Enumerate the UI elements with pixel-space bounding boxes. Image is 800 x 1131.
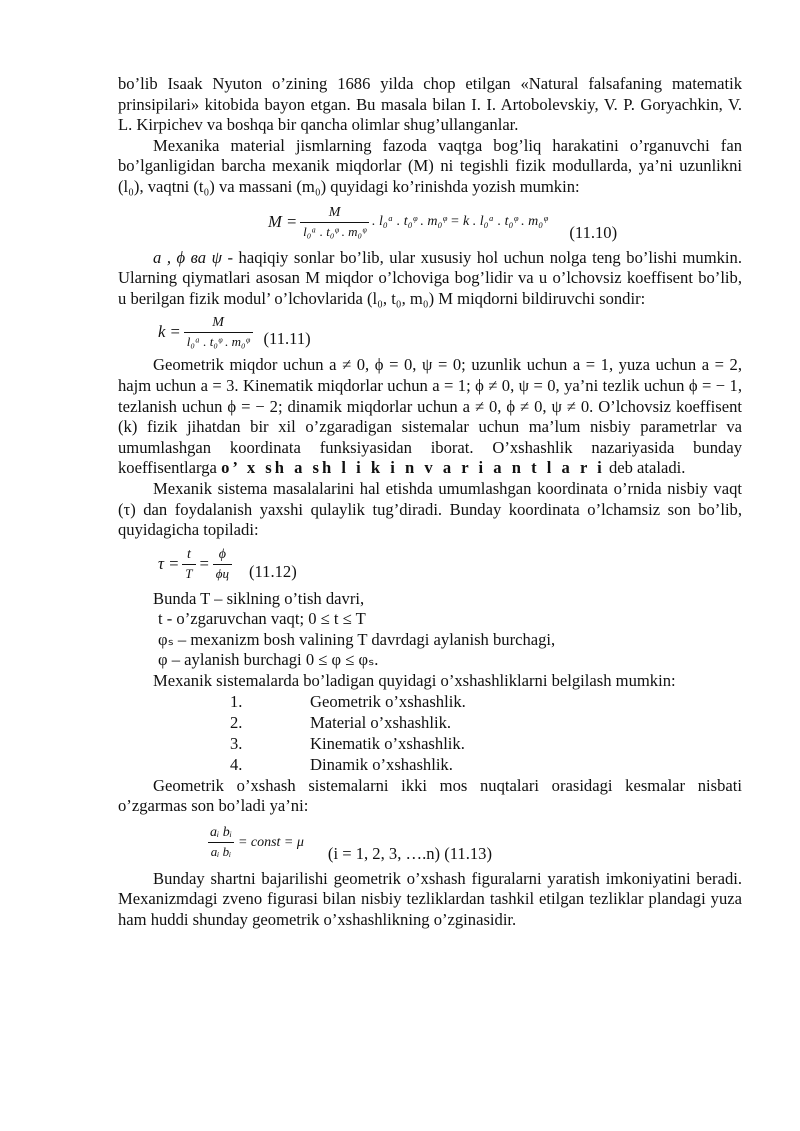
eq3-equals: = <box>198 554 210 574</box>
paragraph-exponents-text: - haqiqiy sonlar bo’lib, ular xususiy hol uchun nolga teng bo’lishi mumkin. Ularning qiymatlari asosan M miqdor o’lchoviga bog’lidir va u o’lchovsiz koeffisent bo’lib, u berilgan fizik modul’ o’lchovlarida (l₀, t₀, m₀) M miqdorni bildiruvchi sondir: <box>118 247 742 308</box>
list-item-number: 2. <box>230 712 243 732</box>
eq4-denominator: aᵢ bᵢ <box>208 842 234 860</box>
paragraph-geometric-text: Geometrik miqdor uchun a ≠ 0, ϕ = 0, ψ = 0; uzunlik uchun a = 1, yuza uchun a = 2, hajm uchun a = 3. Kinematik miqdorlar uchun a = 1; ϕ ≠ 0, ψ = 0, ya’ni tezlik uchun ϕ = − 1, tezlanish uchun ϕ = − 2; dinamik miqdorlar uchun a ≠ 0, ϕ ≠ 0, ψ ≠ 0. O’lchovsiz koeffisent (k) fizik jihatdan bir xil o’zgaradigan sistemalar uchun ma’lum nisbiy parametrlar va umumlashgan koordinata funksiyasidan iborat. O’xshashlik nazariyasida bunday koeffisentlarga <box>118 355 742 478</box>
paragraph-similarities: Mexanik sistemalarda bo’ladigan quyidagi o’xshashliklarni belgilash mumkin: <box>153 671 676 691</box>
list-item <box>118 734 742 755</box>
paragraph-geometric-end: deb ataladi. <box>608 458 686 478</box>
paragraph-exponents <box>118 248 742 310</box>
eq2-fraction <box>184 315 253 350</box>
eq4-fraction <box>207 825 235 860</box>
document-page <box>118 74 742 931</box>
paragraph-geometric <box>118 355 742 479</box>
similarity-invariants-term: o’ x sh a sh l i k i n v a r i a n t l a r i <box>221 458 605 478</box>
paragraph-relative-time: Mexanik sistema masalalarini hal etishda umumlashgan koordinata o’rnida nisbiy vaqt (τ) dan foydalanish yaxshi qulaylik tug’diradi. Bunday koordinata o’lchamsiz son bo’lib, quyidagicha topiladi: <box>118 478 742 540</box>
list-item <box>118 692 742 713</box>
list-item-text: Dinamik o’xshashlik. <box>310 754 453 774</box>
eq2-numerator: M <box>212 314 224 330</box>
paragraph-conclusion: Bunday shartni bajarilishi geometrik o’xshash figuralarni yaratish imkoniyatini beradi. Mexanizmdagi zveno figurasi bilan nisbiy tezliklardan tashkil etilgan tezliklar plandagi yuza ham huddi shunday geometrik o’xshashlikning o’zginasidir. <box>118 868 742 930</box>
eq3-denominator-1: T <box>182 564 195 582</box>
equation-11-13 <box>204 817 742 869</box>
eq1-numerator: M <box>328 205 341 221</box>
eq3-lhs: τ = <box>158 554 180 574</box>
eq4-numerator: aᵢ bᵢ <box>210 825 232 841</box>
eq3-number: (11.12) <box>248 562 297 582</box>
equation-11-11 <box>158 309 742 355</box>
definition-shaft-angle: φₛ – mexanizm bosh valining T davrdagi aylanish burchagi, <box>158 629 556 649</box>
list-item <box>118 713 742 734</box>
eq3-fraction-1 <box>182 547 195 582</box>
eq1-number: (11.10) <box>569 223 618 243</box>
eq2-denominator: l₀ᵃ . t₀ᵠ . m₀ᵠ <box>184 332 253 350</box>
list-item <box>118 755 742 776</box>
eq3-fraction-2 <box>213 547 232 582</box>
paragraph-intro: bo’lib Isaak Nyuton o’zining 1686 yilda chop etilgan «Natural falsafaning matematik prinsipilari» kitobida bayon etgan. Bu masala bilan I. I. Artobolevskiy, V. P. Goryachkin, V. L. Kirpichev va boshqa bir qancha olimlar shug’ullanganlar. <box>118 74 742 135</box>
paragraph-mechanics: Mexanika material jismlarning fazoda vaqtga bog’liq harakatini o’rganuvchi fan bo’lganligidan barcha mexanik miqdorlar (M) ni tegishli fizik modullarda, ya’ni uzunlikni (l₀), vaqtni (t₀) va massani (m₀) quyidagi ko’rinishda yozish mumkin: <box>118 135 742 196</box>
list-item-number: 4. <box>230 754 243 774</box>
eq1-rhs: . l₀ᵃ . t₀ᵠ . m₀ᵠ = k . l₀ᵃ . t₀ᵠ . m₀ᵠ <box>371 214 548 230</box>
definition-period: Bunda T – siklning o’tish davri, <box>153 588 365 608</box>
eq4-number: (i = 1, 2, 3, ….n) (11.13) <box>327 843 492 863</box>
eq3-numerator-2: ϕ <box>218 547 226 563</box>
list-item-text: Material o’xshashlik. <box>310 712 452 732</box>
eq1-denominator: l₀ᵃ . t₀ᵠ . m₀ᵠ <box>300 222 369 240</box>
definition-rotation-angle: φ – aylanish burchagi 0 ≤ φ ≤ φₛ. <box>158 650 379 670</box>
list-item-number: 3. <box>230 733 243 753</box>
equation-11-12 <box>158 541 742 589</box>
eq3-numerator-1: t <box>186 547 191 563</box>
exponent-symbols: a , ϕ ва ψ <box>153 247 222 267</box>
eq1-lhs: M = <box>268 212 298 232</box>
paragraph-geometric-systems: Geometrik o’xshash sistemalarni ikki mos nuqtalari orasidagi kesmalar nisbati o’zgarmas son bo’ladi ya’ni: <box>118 775 742 816</box>
eq4-rhs: = const = μ <box>237 834 304 850</box>
eq1-fraction <box>300 205 369 240</box>
eq2-number: (11.11) <box>263 329 311 349</box>
list-item-number: 1. <box>230 691 243 711</box>
equation-11-10 <box>268 198 742 248</box>
similarity-list <box>118 692 742 776</box>
list-item-text: Geometrik o’xshashlik. <box>310 691 466 711</box>
list-item-text: Kinematik o’xshashlik. <box>310 733 465 753</box>
eq3-denominator-2: ϕц <box>213 564 232 582</box>
eq2-lhs: k = <box>158 322 181 342</box>
definition-time: t - o’zgaruvchan vaqt; 0 ≤ t ≤ T <box>158 609 366 629</box>
